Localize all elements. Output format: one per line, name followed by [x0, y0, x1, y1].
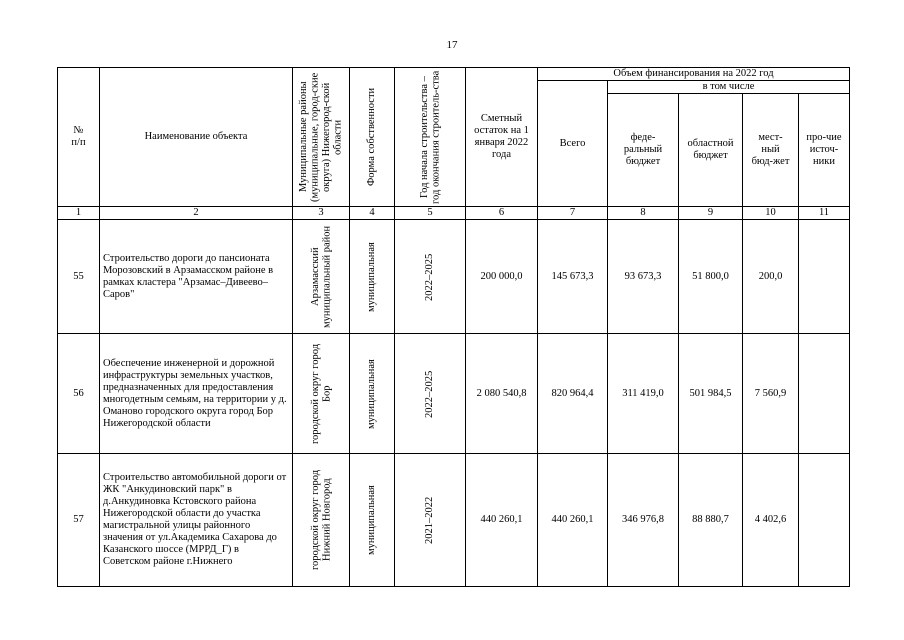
row-federal: 311 419,0 [608, 334, 679, 454]
row-local: 4 402,6 [743, 454, 799, 587]
col-number: 10 [743, 207, 799, 220]
row-district: Арзамасский муниципальный район [293, 220, 350, 334]
col-number: 2 [100, 207, 293, 220]
page-number: 17 [446, 39, 458, 51]
row-ownership: муниципальная [350, 454, 395, 587]
header-other: про-чие источ-ники [799, 94, 850, 207]
row-regional: 51 800,0 [679, 220, 743, 334]
row-regional: 88 880,7 [679, 454, 743, 587]
table-row [58, 454, 850, 587]
row-estimate: 200 000,0 [466, 220, 538, 334]
row-num: 57 [58, 454, 100, 587]
row-total: 145 673,3 [538, 220, 608, 334]
row-district: городской округ город Нижний Новгород [293, 454, 350, 587]
row-other [799, 454, 850, 587]
col-number: 3 [293, 207, 350, 220]
table-row [58, 220, 850, 334]
row-ownership: муниципальная [350, 220, 395, 334]
col-number: 8 [608, 207, 679, 220]
header-estimate: Сметный остаток на 1 января 2022 года [466, 68, 538, 207]
row-other [799, 220, 850, 334]
row-federal: 93 673,3 [608, 220, 679, 334]
row-total: 440 260,1 [538, 454, 608, 587]
header-ownership: Форма собственности [350, 68, 395, 207]
row-estimate: 440 260,1 [466, 454, 538, 587]
row-num: 56 [58, 334, 100, 454]
row-other [799, 334, 850, 454]
header-regional: областной бюджет [679, 94, 743, 207]
col-number: 7 [538, 207, 608, 220]
header-name: Наименование объекта [100, 68, 293, 207]
header-local: мест-ный бюд-жет [743, 94, 799, 207]
financing-table [57, 67, 850, 587]
header-num: № п/п [58, 68, 100, 207]
row-years: 2022–2025 [395, 334, 466, 454]
row-name: Обеспечение инженерной и дорожной инфраструктуры земельных участков, предназначенных для предоставления многодетным семьям, на территории у д. Оманово городского округа город Бор Нижегородской области [100, 334, 293, 454]
row-estimate: 2 080 540,8 [466, 334, 538, 454]
row-name: Строительство автомобильной дороги от ЖК "Анкудиновский парк" в д.Анкудиновка Кстовского района Нижегородской области до участка магистральной улицы районного значения от ул.Академика Сахарова до Казанского шоссе (МРРД_Г) в Советском районе г.Нижнего [100, 454, 293, 587]
table-row [58, 334, 850, 454]
row-name: Строительство дороги до пансионата Морозовский в Арзамасском районе в рамках кластера "Арзамас–Дивеево–Саров" [100, 220, 293, 334]
header-including: в том числе [608, 81, 850, 94]
col-number: 6 [466, 207, 538, 220]
row-local: 200,0 [743, 220, 799, 334]
row-total: 820 964,4 [538, 334, 608, 454]
col-number: 1 [58, 207, 100, 220]
col-number: 5 [395, 207, 466, 220]
header-districts: Муниципальные районы (муниципальные, город-ские округа) Нижегород-ской области [293, 68, 350, 207]
col-number: 4 [350, 207, 395, 220]
row-years: 2022–2025 [395, 220, 466, 334]
header-federal: феде-ральный бюджет [608, 94, 679, 207]
header-funding: Объем финансирования на 2022 год [538, 68, 850, 81]
row-years: 2021–2022 [395, 454, 466, 587]
row-local: 7 560,9 [743, 334, 799, 454]
row-federal: 346 976,8 [608, 454, 679, 587]
header-total: Всего [538, 81, 608, 207]
col-number: 11 [799, 207, 850, 220]
header-years: Год начала строительства – год окончания строитель-ства [395, 68, 466, 207]
row-num: 55 [58, 220, 100, 334]
row-ownership: муниципальная [350, 334, 395, 454]
row-regional: 501 984,5 [679, 334, 743, 454]
col-number: 9 [679, 207, 743, 220]
row-district: городской округ город Бор [293, 334, 350, 454]
